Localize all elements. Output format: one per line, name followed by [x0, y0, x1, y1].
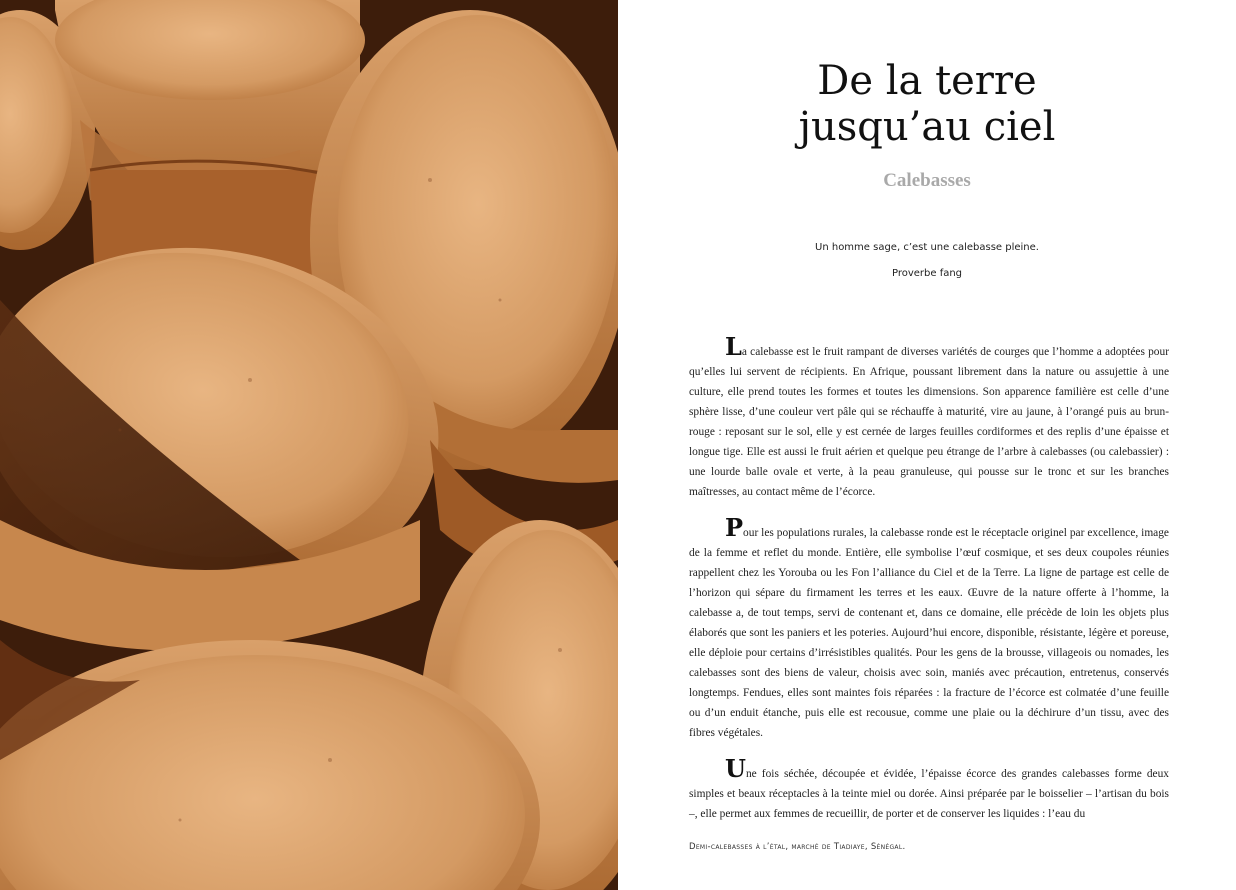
paragraph-text: a calebasse est le fruit rampant de diverses variétés de courges que l’homme a adoptées pour qu’elles lui servent de récipients. En Afrique, poussant librement dans la nature ou assujettie à une culture, elle prend toutes les formes et toutes les dimensions. Son apparence familière est celle d’une sphère lisse, d’une couleur vert pâle qui se réchauffe à maturité, vire au jaune, à l’orangé puis au brun-rouge : reposant sur le sol, elle y est cernée de larges feuilles cordiformes et des replis d’une épaisse et longue tige. Elle est aussi le fruit aérien et quelque peu étrange de l’arbre à calebasses (ou calebassier) : une lourde balle ovale et verte, à la peau granuleuse, qui pousse sur le tronc et sur les branches maîtresses, au contact même de l’écorce. [689, 346, 1169, 498]
paragraph-1 [689, 332, 1169, 502]
epigraph-quote: Un homme sage, c’est une calebasse pleine. [815, 242, 1039, 253]
body-text [689, 332, 1169, 840]
page-subtitle: Calebasses [883, 170, 971, 191]
paragraph-text: ne fois séchée, découpée et évidée, l’épaisse écorce des grandes calebasses forme deux simples et beaux réceptacles à la teinte miel ou dorée. Ainsi préparée par le boisselier – l’artisan du bois –, elle permet aux femmes de recueillir, de porter et de conserver les liquides : l’eau du [689, 768, 1169, 820]
title-line-2: jusqu’au ciel [798, 104, 1056, 150]
title-line-1: De la terre [817, 58, 1037, 104]
dropcap: U [725, 754, 746, 783]
paragraph-2 [689, 513, 1169, 743]
dropcap: L [725, 332, 742, 361]
paragraph-3 [689, 754, 1169, 824]
epigraph-source: Proverbe fang [891, 268, 963, 279]
dropcap: P [725, 513, 744, 542]
page-title [618, 58, 1236, 150]
photo-caption: Demi-calebasses à l’étal, marché de Tiadiaye, Sénégal. [689, 842, 906, 852]
paragraph-text: our les populations rurales, la calebasse ronde est le réceptacle originel par excellence, image de la femme et reflet du monde. Entière, elle symbolise l’œuf cosmique, et ses deux coupoles réunies rappellent chez les Yorouba ou les Fon l’alliance du Ciel et de la Terre. La ligne de partage est celle de l’horizon qui sépare du firmament les terres et les eaux. Œuvre de la nature offerte à l’homme, la calebasse a, de tout temps, servi de contenant et, dans ce domaine, elle précède de loin les objets plus élaborés que sont les paniers et les poteries. Aujourd’hui encore, disponible, résistante, légère et poreuse, elle déploie pour certains d’irrésistibles qualités. Pour les gens de la brousse, villageois ou nomades, les calebasses sont des biens de valeur, choisis avec soin, maniés avec précaution, entretenus, conservés longtemps. Fendues, elles sont maintes fois réparées : la fracture de l’écorce est colmatée d’une feuille ou d’un enduit étanche, puis elle est recousue, comme une plaie ou la déchirure d’un tissu, avec des fibres végétales. [689, 527, 1169, 739]
text-page [618, 0, 1236, 890]
